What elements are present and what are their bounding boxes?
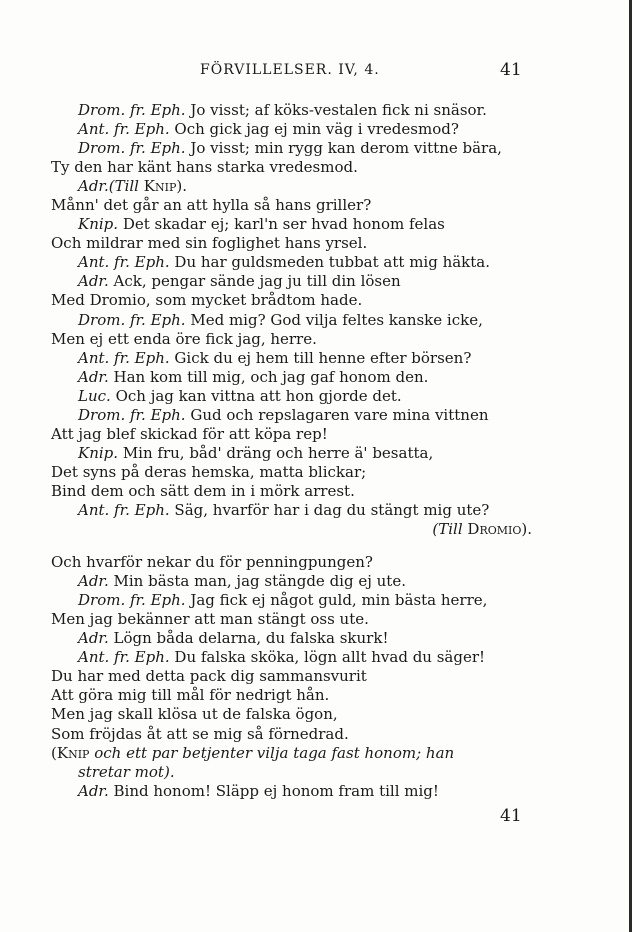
text-line <box>0 139 632 158</box>
dialogue-text: Det syns på deras hemska, matta blickar; <box>51 462 367 481</box>
text-line <box>0 272 632 291</box>
text-line <box>0 725 632 744</box>
speaker-name: Ant. fr. Eph. <box>78 253 170 272</box>
speaker-name: Knip. <box>78 215 119 234</box>
dialogue-text: Gud och repslagaren vare mina vittnen <box>185 405 489 424</box>
dialogue-text: Men ej ett enda öre fick jag, herre. <box>51 329 317 348</box>
dialogue-text: Men jag bekänner att man stängt oss ute. <box>51 610 369 629</box>
dialogue-text: Du har guldsmeden tubbat att mig häkta. <box>169 253 491 272</box>
text-line <box>0 349 632 368</box>
dialogue-text: Han kom till mig, och jag gaf honom den. <box>108 367 429 386</box>
dialogue-text: Att jag blef skickad för att köpa rep! <box>51 424 328 443</box>
speaker-name: Adr. <box>78 177 109 196</box>
text-line <box>0 425 632 444</box>
speaker-name: Drom. fr. Eph. <box>78 405 186 424</box>
speaker-name: Drom. fr. Eph. <box>78 591 186 610</box>
text-line <box>0 782 632 801</box>
text-line <box>0 330 632 349</box>
dialogue-text: Bind dem och sätt dem in i mörk arrest. <box>51 481 355 500</box>
stage-direction-text: och ett par betjenter vilja taga fast honom; han <box>89 743 455 762</box>
stage-direction-close: ). <box>176 177 187 196</box>
dialogue-text: Säg, hvarför har i dag du stängt mig ute? <box>169 500 490 519</box>
stage-direction-open: (Till <box>108 177 144 196</box>
dialogue-text: Och hvarför nekar du för penningpungen? <box>51 553 373 572</box>
text-line <box>0 406 632 425</box>
text-line <box>0 520 632 539</box>
text-line <box>0 610 632 629</box>
dialogue-text: Ty den har känt hans starka vredesmod. <box>51 158 358 177</box>
stage-direction-text: stretar mot). <box>78 762 175 781</box>
text-line <box>0 177 632 196</box>
text-line <box>0 196 632 215</box>
text-line <box>0 686 632 705</box>
text-line <box>0 648 632 667</box>
footer-page-number: 41 <box>500 806 522 826</box>
stage-direction-name: Dromio <box>467 520 522 539</box>
text-line <box>0 553 632 572</box>
text-line <box>0 705 632 724</box>
text-line <box>0 501 632 520</box>
text-line <box>0 291 632 310</box>
text-line <box>0 763 632 782</box>
speaker-name: Ant. fr. Eph. <box>78 348 170 367</box>
play-text <box>0 101 632 801</box>
dialogue-text: Bind honom! Släpp ej honom fram till mig! <box>108 781 439 800</box>
stage-direction-name: Knip <box>56 743 90 762</box>
text-line <box>0 253 632 272</box>
text-line <box>0 215 632 234</box>
speaker-name: Drom. fr. Eph. <box>78 139 186 158</box>
speaker-name: Ant. fr. Eph. <box>78 500 170 519</box>
dialogue-text: Att göra mig till mål för nedrigt hån. <box>51 686 330 705</box>
dialogue-text: Jag fick ej något guld, min bästa herre, <box>185 591 488 610</box>
text-line <box>0 101 632 120</box>
speaker-name: Adr. <box>78 367 109 386</box>
text-line <box>0 158 632 177</box>
dialogue-text: Min bästa man, jag stängde dig ej ute. <box>108 572 406 591</box>
speaker-name: Drom. fr. Eph. <box>78 101 186 119</box>
speaker-name: Adr. <box>78 572 109 591</box>
dialogue-text: Ack, pengar sände jag ju till din lösen <box>108 272 401 291</box>
dialogue-text: Och mildrar med sin foglighet hans yrsel. <box>51 234 368 253</box>
text-line <box>0 234 632 253</box>
dialogue-text: Du falska sköka, lögn allt hvad du säger! <box>169 648 486 667</box>
text-line <box>0 311 632 330</box>
dialogue-text: Du har med detta pack dig sammansvurit <box>51 667 367 686</box>
text-line <box>0 667 632 686</box>
text-line <box>0 463 632 482</box>
text-line <box>0 572 632 591</box>
text-line <box>0 387 632 406</box>
dialogue-text: Och jag kan vittna att hon gjorde det. <box>110 386 402 405</box>
stage-direction-open: (Till <box>432 520 468 539</box>
dialogue-text: Gick du ej hem till henne efter börsen? <box>169 348 472 367</box>
dialogue-text: Min fru, båd' dräng och herre ä' besatta, <box>118 443 434 462</box>
page-number: 41 <box>500 60 522 80</box>
speaker-name: Ant. fr. Eph. <box>78 648 170 667</box>
dialogue-text: Som fröjdas åt att se mig så förnedrad. <box>51 724 349 743</box>
text-line <box>0 368 632 387</box>
speaker-name: Adr. <box>78 629 109 648</box>
speaker-name: Knip. <box>78 443 119 462</box>
stage-direction-close: ). <box>521 520 532 539</box>
stage-direction-name: Knip <box>143 177 177 196</box>
dialogue-text: Och gick jag ej min väg i vredesmod? <box>169 120 459 139</box>
text-line <box>0 444 632 463</box>
speaker-name: Ant. fr. Eph. <box>78 120 170 139</box>
dialogue-text: Lögn båda delarna, du falska skurk! <box>108 629 389 648</box>
text-line <box>0 629 632 648</box>
text-line <box>0 744 632 763</box>
text-line <box>0 120 632 139</box>
text-line <box>0 591 632 610</box>
speaker-name: Drom. fr. Eph. <box>78 310 186 329</box>
dialogue-text: Med mig? God vilja feltes kanske icke, <box>185 310 483 329</box>
speaker-name: Adr. <box>78 781 109 800</box>
dialogue-text: Månn' det går an att hylla så hans griller? <box>51 196 372 215</box>
text-line <box>0 482 632 501</box>
dialogue-text: Jo visst; af köks-vestalen fick ni snäsor. <box>185 101 487 119</box>
stage-direction-open: ( <box>51 743 57 762</box>
dialogue-text: Det skadar ej; karl'n ser hvad honom felas <box>118 215 445 234</box>
speaker-name: Luc. <box>78 386 111 405</box>
dialogue-text: Jo visst; min rygg kan derom vittne bära, <box>185 139 502 158</box>
dialogue-text: Med Dromio, som mycket brådtom hade. <box>51 291 363 310</box>
page-header <box>0 60 632 84</box>
dialogue-text: Men jag skall klösa ut de falska ögon, <box>51 705 338 724</box>
speaker-name: Adr. <box>78 272 109 291</box>
running-title: FÖRVILLELSER. IV, 4. <box>200 62 380 78</box>
